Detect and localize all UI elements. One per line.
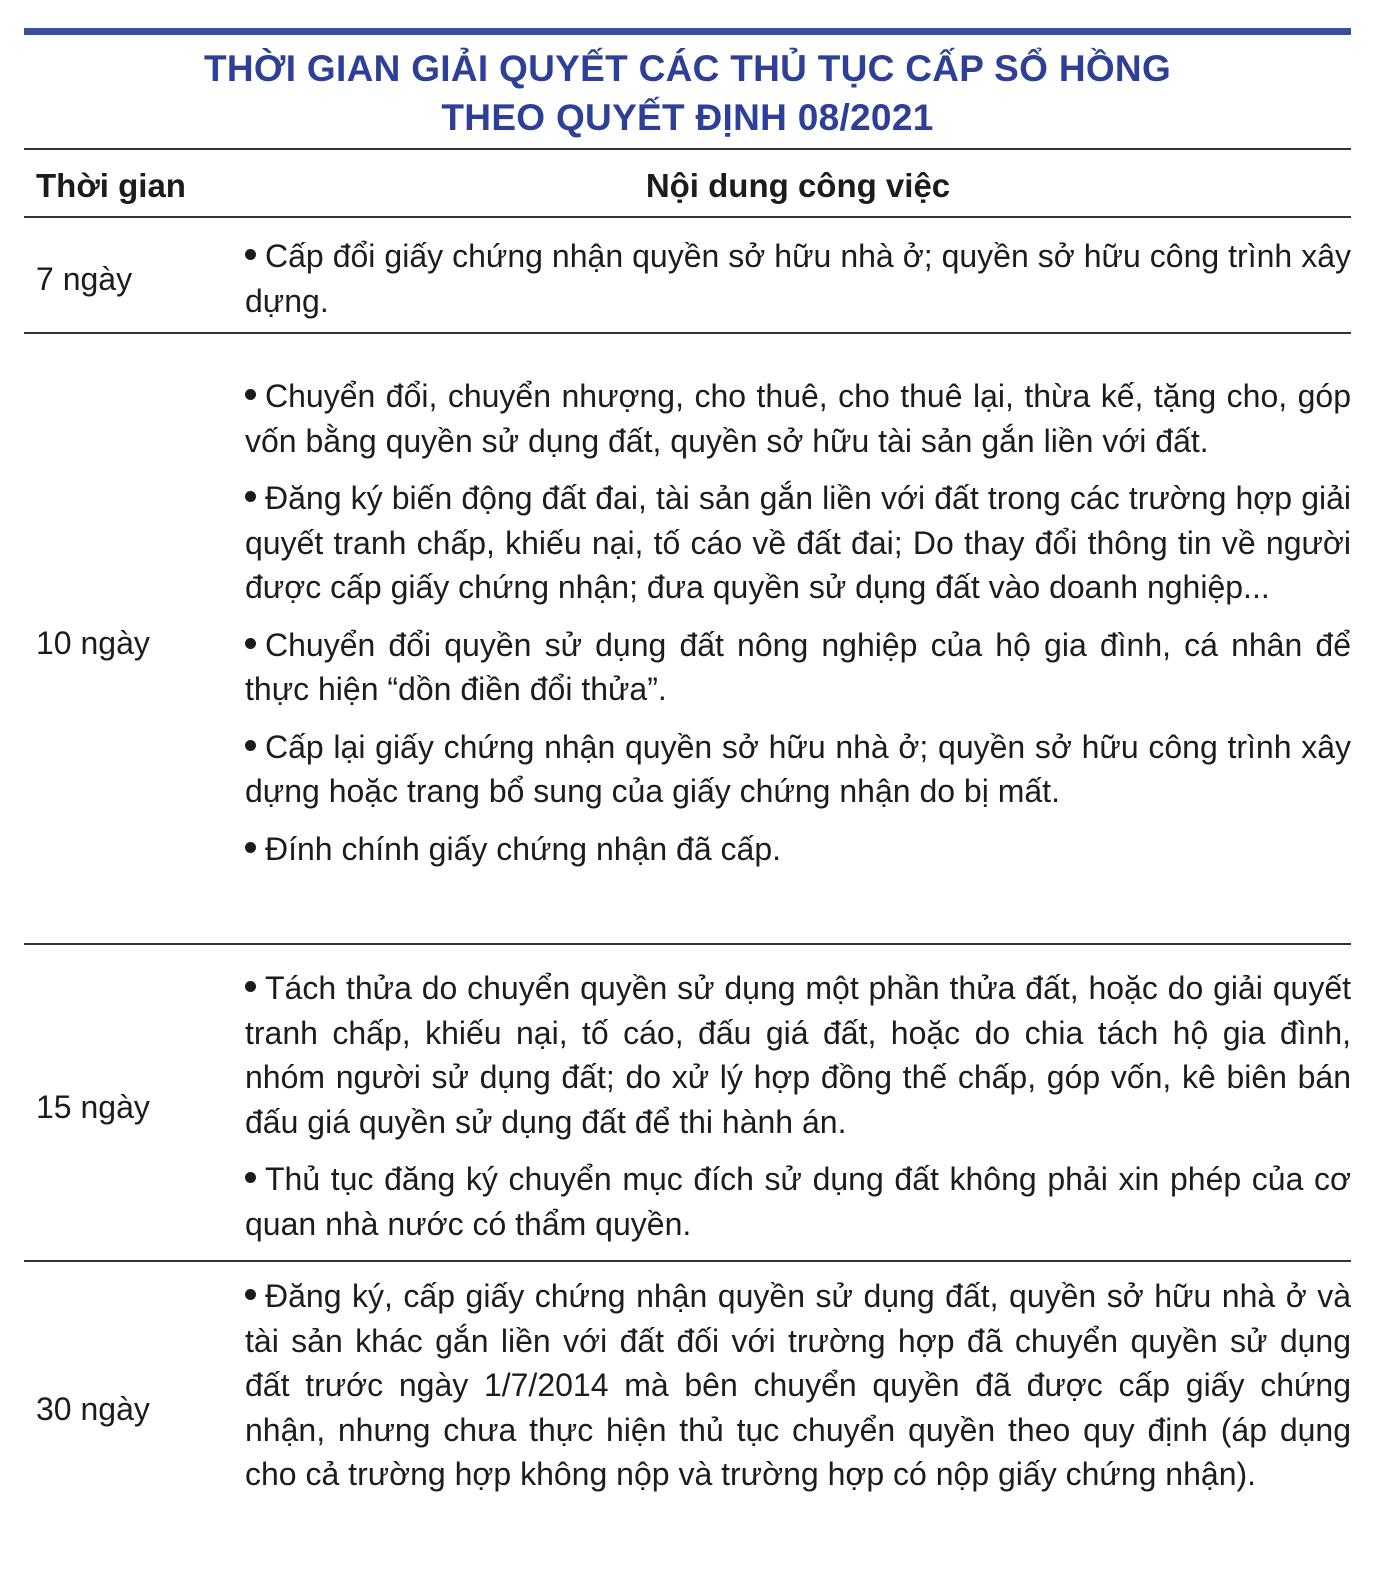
row-content [245,374,1351,871]
list-item-text: Thủ tục đăng ký chuyển mục đích sử dụng đất không phải xin phép của cơ quan nhà nước có thẩm quyền. [245,1161,1351,1242]
list-item-text: Đăng ký, cấp giấy chứng nhận quyền sử dụng đất, quyền sở hữu nhà ở và tài sản khác gắn liền với đất đối với trường hợp đã chuyển quyền sử dụng đất trước ngày 1/7/2014 mà bên chuyển quyền đã được cấp giấy chứng nhận, nhưng chưa thực hiện thủ tục chuyển quyền theo quy định (áp dụng cho cả trường hợp không nộp và trường hợp có nộp giấy chứng nhận). [245,1278,1351,1492]
row-time: 30 ngày [36,1391,150,1427]
list-item-text: Cấp đổi giấy chứng nhận quyền sở hữu nhà ở; quyền sở hữu công trình xây dựng. [245,238,1351,319]
row-time: 15 ngày [36,1089,150,1125]
list-item-text: Đính chính giấy chứng nhận đã cấp. [265,830,781,867]
column-header-time: Thời gian [36,167,186,204]
row-content [245,234,1351,323]
row-divider [24,943,1351,945]
bullet-icon [245,491,256,502]
bullet-icon [245,638,256,649]
list-item [245,476,1351,610]
list-item [245,1274,1351,1497]
bullet-icon [245,740,256,751]
list-item [245,966,1351,1144]
list-item-text: Chuyển đổi, chuyển nhượng, cho thuê, cho thuê lại, thừa kế, tặng cho, góp vốn bằng quyền sử dụng đất, quyền sở hữu tài sản gắn liền với đất. [245,378,1351,459]
row-time: 10 ngày [36,625,150,661]
bullet-icon [245,1289,256,1300]
list-item-text: Cấp lại giấy chứng nhận quyền sở hữu nhà ở; quyền sở hữu công trình xây dựng hoặc trang bổ sung của giấy chứng nhận do bị mất. [245,728,1351,809]
bullet-icon [245,389,256,400]
list-item-text: Chuyển đổi quyền sử dụng đất nông nghiệp của hộ gia đình, cá nhân để thực hiện “dồn điền đổi thửa”. [245,626,1351,707]
bullet-icon [245,249,256,260]
list-item [245,623,1351,712]
list-item [245,827,1351,872]
title-line-2: THEO QUYẾT ĐỊNH 08/2021 [441,97,934,138]
bullet-icon [245,842,256,853]
row-content [245,1274,1351,1497]
title-line-1: THỜI GIAN GIẢI QUYẾT CÁC THỦ TỤC CẤP SỔ HỒNG [203,48,1172,89]
row-content [245,966,1351,1246]
bullet-icon [245,1172,256,1183]
list-item-text: Tách thửa do chuyển quyền sử dụng một phần thửa đất, hoặc do giải quyết tranh chấp, khiếu nại, tố cáo, đấu giá đất, hoặc do chia tách hộ gia đình, nhóm người sử dụng đất; do xử lý hợp đồng thế chấp, góp vốn, kê biên bán đấu giá quyền sử dụng đất để thi hành án. [245,970,1351,1140]
list-item-text: Đăng ký biến động đất đai, tài sản gắn liền với đất trong các trường hợp giải quyết tranh chấp, khiếu nại, tố cáo về đất đai; Do thay đổi thông tin về người được cấp giấy chứng nhận; đưa quyền sử dụng đất vào doanh nghiệp... [245,480,1351,605]
list-item [245,234,1351,323]
header-top-rule [24,148,1351,150]
column-header-content: Nội dung công việc [645,167,951,204]
bullet-icon [245,981,256,992]
page-title [24,44,1351,142]
row-divider [24,332,1351,334]
list-item [245,1157,1351,1246]
top-accent-rule [24,28,1351,35]
header-bottom-rule [24,216,1351,218]
list-item [245,374,1351,463]
list-item [245,725,1351,814]
row-divider [24,1260,1351,1262]
row-time: 7 ngày [36,261,133,297]
